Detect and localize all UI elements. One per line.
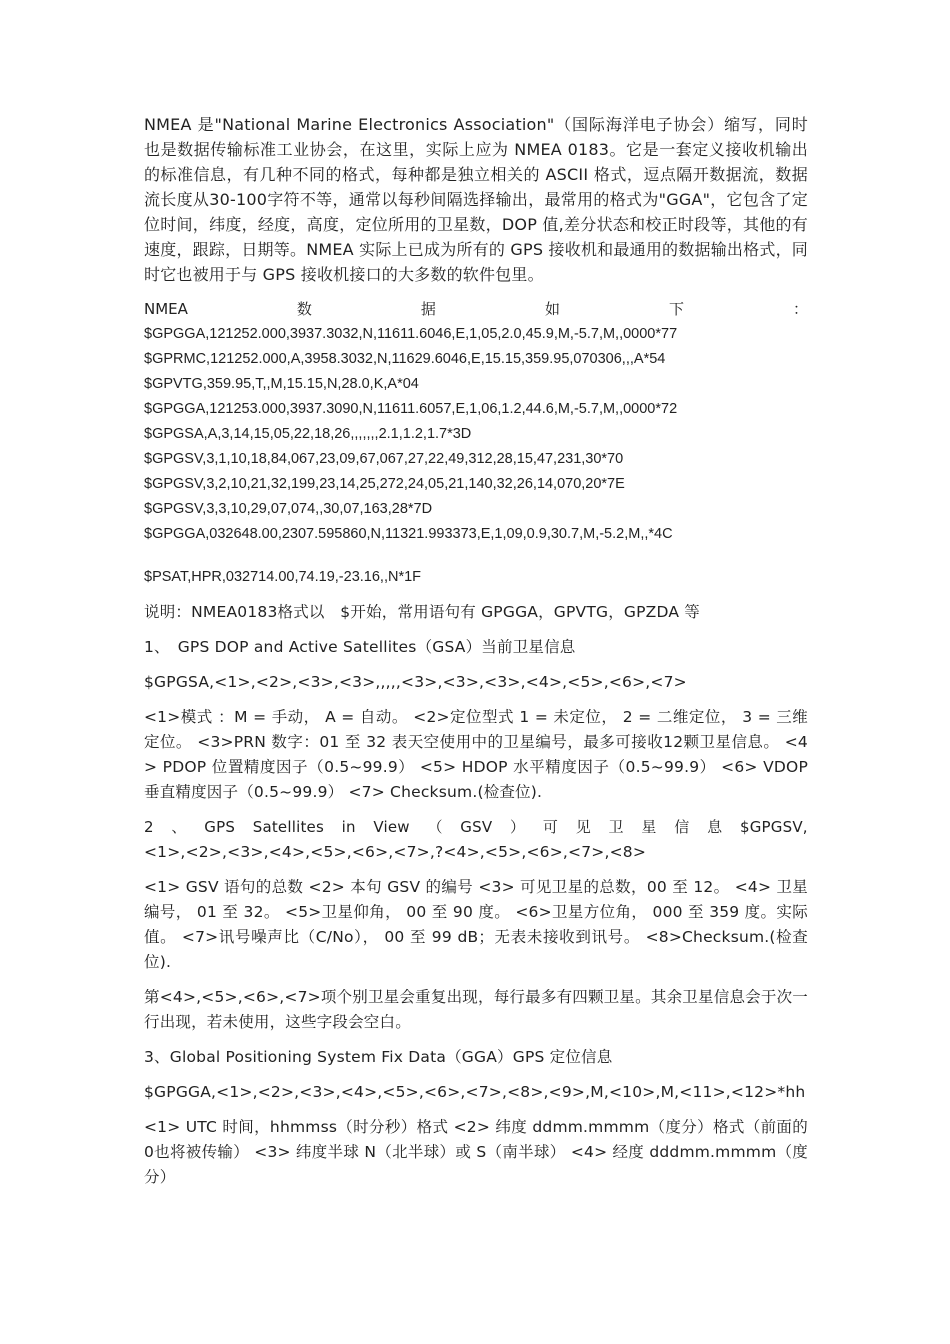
code-line: $GPGGA,121252.000,3937.3032,N,11611.6046,E,1,05,2.0,45.9,M,-5.7,M,,0000*77 (144, 326, 678, 342)
heading-word: 据 (420, 300, 436, 318)
gsv-heading-line (144, 815, 808, 840)
psat-line: $PSAT,HPR,032714.00,74.19,-23.16,,N*1F (144, 569, 422, 585)
gsv-heading-word: Satellites (252, 818, 324, 836)
gsv-repeat-note: 第<4>,<5>,<6>,<7>项个别卫星会重复出现，每行最多有四颗卫星。其余卫星信息会于次一行出现，若未使用，这些字段会空白。 (144, 988, 808, 1031)
heading-word: 如 (544, 300, 560, 318)
gga-heading: 3、Global Positioning System Fix Data（GGA）GPS 定位信息 (144, 1048, 613, 1066)
gsv-heading-word: $GPGSV, (739, 818, 808, 836)
code-line: $GPRMC,121252.000,A,3958.3032,N,11629.6046,E,15.15,359.95,070306,,,A*54 (144, 351, 666, 367)
gsv-heading-word: 、 (171, 818, 187, 836)
code-line: $GPGGA,032648.00,2307.595860,N,11321.993373,E,1,09,0.9,30.7,M,-5.2,M,,*4C (144, 526, 673, 542)
code-line: $GPGSV,3,3,10,29,07,074,,30,07,163,28*7D (144, 501, 433, 517)
note-paragraph: 说明：NMEA0183格式以 $开始，常用语句有 GPGGA，GPVTG，GPZDA 等 (144, 603, 700, 621)
code-line: $GPGSV,3,1,10,18,84,067,23,09,67,067,27,22,49,312,28,15,47,231,30*70 (144, 451, 624, 467)
gga-format: $GPGGA,<1>,<2>,<3>,<4>,<5>,<6>,<7>,<8>,<9>,M,<10>,M,<11>,<12>*hh (144, 1083, 806, 1101)
heading-word: ： (792, 300, 808, 318)
gsv-description: <1> GSV 语句的总数 <2> 本句 GSV 的编号 <3> 可见卫星的总数，00 至 12。 <4> 卫星编号， 01 至 32。 <5>卫星仰角， 00 至 90 度。 <6>卫星方位角， 000 至 359 度。实际值。 <7>讯号噪声比（C/No）， 00 至 99 dB；无表未接收到讯号。 <8>Checksum.(检查位). (144, 878, 808, 971)
gsv-heading-word: GPS (204, 818, 236, 836)
gsv-heading-word: 卫 (608, 818, 624, 836)
nmea-heading (144, 297, 808, 322)
gsa-heading: 1、 GPS DOP and Active Satellites（GSA）当前卫星信息 (144, 638, 576, 656)
gsv-heading-word: ） (509, 818, 526, 836)
gsv-heading-word: 信 (674, 818, 690, 836)
nmea-data-block (144, 297, 808, 547)
gsv-heading-word: in (341, 818, 356, 836)
gsv-heading (144, 815, 808, 865)
gsv-heading-word: GSV (460, 818, 493, 836)
gga-description: <1> UTC 时间，hhmmss（时分秒）格式 <2> 纬度 ddmm.mmmm（度分）格式（前面的0也将被传输） <3> 纬度半球 N（北半球）或 S（南半球） <4> 经度 dddmm.mmmm（度分） (144, 1118, 808, 1186)
gsa-description: <1>模式 ：M = 手动， A = 自动。 <2>定位型式 1 = 未定位， 2 = 二维定位， 3 = 三维定位。 <3>PRN 数字：01 至 32 表天空使用中的卫星编号，最多可接收12颗卫星信息。 <4> PDOP 位置精度因子（0.5~99.9） <5> HDOP 水平精度因子（0.5~99.9） <6> VDOP 垂直精度因子（0.5~99.9） <7> Checksum.(检查位). (144, 708, 808, 801)
code-line: $GPVTG,359.95,T,,M,15.15,N,28.0,K,A*04 (144, 376, 419, 392)
gsv-heading-word: （ (427, 818, 443, 836)
code-line: $GPGSV,3,2,10,21,32,199,23,14,25,272,24,05,21,140,32,26,14,070,20*7E (144, 476, 625, 492)
gsv-heading-word: 2 (144, 818, 154, 836)
gsv-heading-word: 见 (575, 818, 591, 836)
gsv-heading-word: 可 (542, 818, 559, 836)
code-line: $GPGGA,121253.000,3937.3090,N,11611.6057,E,1,06,1.2,44.6,M,-5.7,M,,0000*72 (144, 401, 678, 417)
heading-word: NMEA (144, 300, 188, 318)
gsv-heading-word: 星 (641, 818, 657, 836)
document-body (144, 112, 808, 1200)
intro-paragraph: NMEA 是"National Marine Electronics Association"（国际海洋电子协会）缩写，同时也是数据传输标准工业协会，在这里，实际上应为 NMEA 0183。它是一套定义接收机输出的标准信息，有几种不同的格式，每种都是独立相关的 ASCII 格式，逗点隔开数据流，数据流长度从30-100字符不等，通常以每秒间隔选择输出，最常用的格式为"GGA"，它包含了定位时间，纬度，经度，高度，定位所用的卫星数，DOP 值,差分状态和校正时段等，其他的有速度，跟踪，日期等。NMEA 实际上已成为所有的 GPS 接收机和最通用的数据输出格式，同时它也被用于与 GPS 接收机接口的大多数的软件包里。 (144, 115, 808, 284)
gsv-format: <1>,<2>,<3>,<4>,<5>,<6>,<7>,?<4>,<5>,<6>,<7>,<8> (144, 843, 647, 861)
gsv-heading-word: View (373, 818, 410, 836)
code-line: $GPGSA,A,3,14,15,05,22,18,26,,,,,,,2.1,1.2,1.7*3D (144, 426, 472, 442)
heading-word: 数 (296, 300, 312, 318)
gsa-format: $GPGSA,<1>,<2>,<3>,<3>,,,,,<3>,<3>,<3>,<4>,<5>,<6>,<7> (144, 673, 687, 691)
heading-word: 下 (668, 300, 684, 318)
gsv-heading-word: 息 (707, 818, 723, 836)
